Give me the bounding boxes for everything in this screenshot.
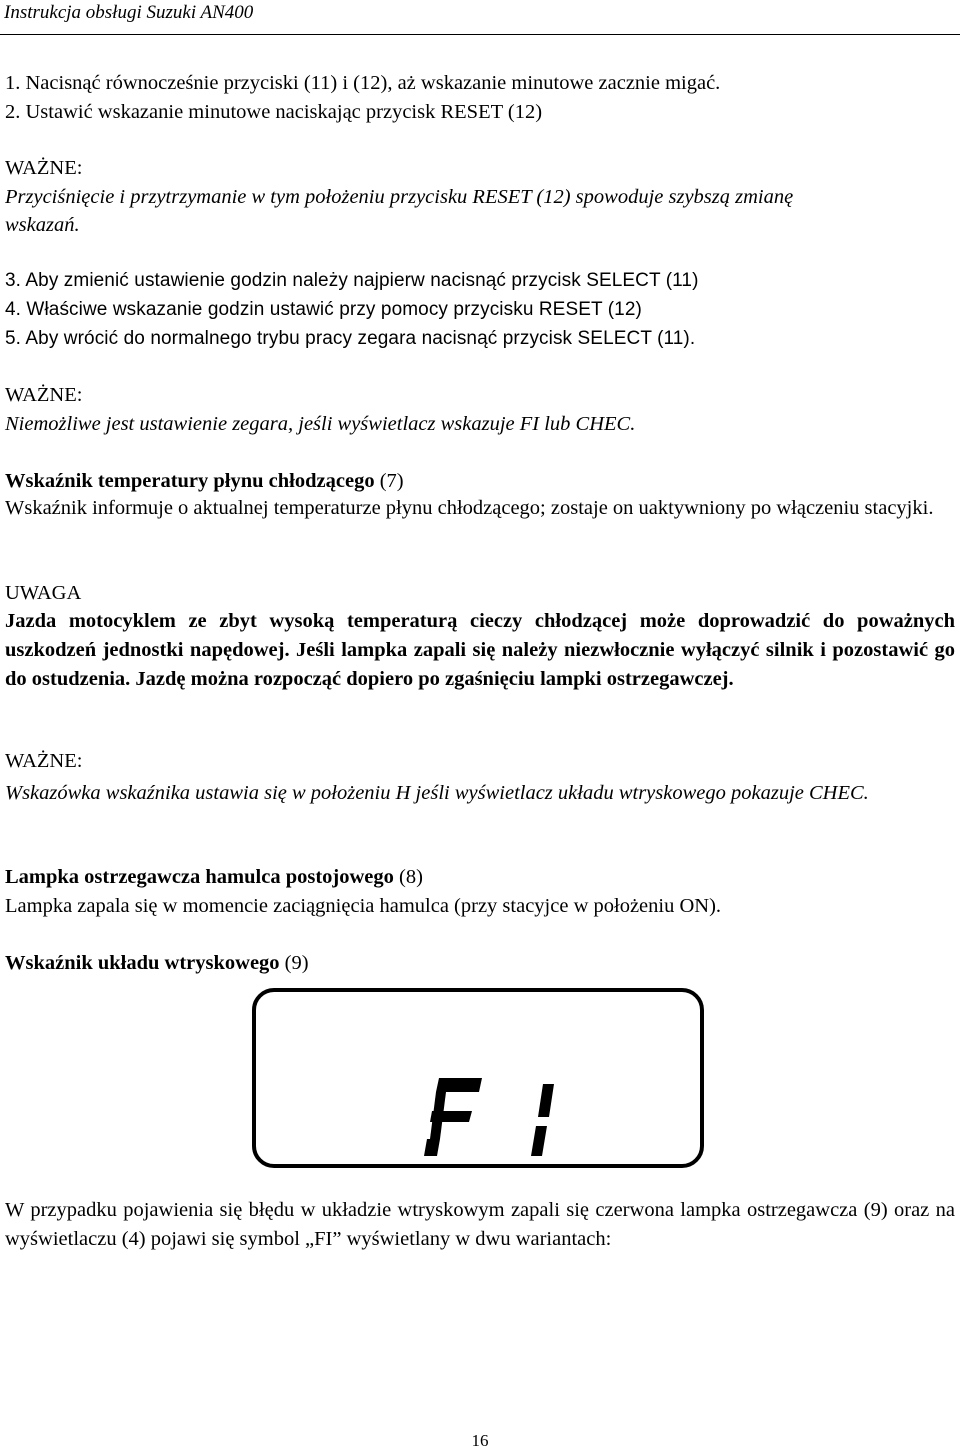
coolant-heading-line bbox=[5, 468, 404, 494]
warning-label: UWAGA bbox=[5, 582, 82, 604]
step-4: 4. Właściwe wskazanie godzin ustawić przy pomocy przycisku RESET (12) bbox=[5, 299, 642, 320]
fi-segment-glyphs bbox=[256, 992, 700, 1164]
step-3: 3. Aby zmienić ustawienie godzin należy najpierw nacisnąć przycisk SELECT (11) bbox=[5, 270, 699, 291]
coolant-heading: Wskaźnik temperatury płynu chłodzącego bbox=[5, 470, 375, 492]
parking-ref: (8) bbox=[393, 866, 423, 888]
parking-text: Lampka zapala się w momencie zaciągnięcia hamulca (przy stacyjce w położeniu ON). bbox=[5, 895, 722, 917]
parking-heading: Lampka ostrzegawcza hamulca postojowego bbox=[5, 866, 394, 888]
note2-text: Niemożliwe jest ustawienie zegara, jeśli wyświetlacz wskazuje FI lub CHEC. bbox=[5, 413, 636, 435]
header-title: Instrukcja obsługi Suzuki AN400 bbox=[4, 2, 254, 23]
note1-text-line2: wskazań. bbox=[5, 214, 80, 236]
step-5: 5. Aby wrócić do normalnego trybu pracy zegara nacisnąć przycisk SELECT (11). bbox=[5, 328, 696, 349]
note3-label: WAŻNE: bbox=[5, 750, 83, 772]
injection-ref: (9) bbox=[279, 952, 309, 974]
coolant-text: Wskaźnik informuje o aktualnej temperaturze płynu chłodzącego; zostaje on uaktywniony po włączeniu stacyjki. bbox=[5, 497, 934, 519]
step-1: 1. Nacisnąć równocześnie przyciski (11) i (12), aż wskazanie minutowe zacznie migać. bbox=[5, 72, 721, 94]
warning-text: Jazda motocyklem ze zbyt wysoką temperaturą cieczy chłodzącej może doprowadzić do poważnych uszkodzeń jednostki napędowej. Jeśli lampka zapali się należy niezwłocznie wyłączyć silnik i pozostawić go do ostudzenia. Jazdę można rozpocząć dopiero po zgaśnięciu lampki ostrzegawczej. bbox=[5, 610, 955, 690]
page-header bbox=[0, 0, 960, 35]
note1-text-line1: Przyciśnięcie i przytrzymanie w tym położeniu przycisku RESET (12) spowoduje szybszą zmianę bbox=[5, 186, 794, 208]
parking-heading-line bbox=[5, 864, 423, 890]
note2-label: WAŻNE: bbox=[5, 384, 83, 406]
fi-glyph-f bbox=[424, 1078, 482, 1156]
step-2: 2. Ustawić wskazanie minutowe naciskając przycisk RESET (12) bbox=[5, 101, 543, 123]
note3-text: Wskazówka wskaźnika ustawia się w położeniu H jeśli wyświetlacz układu wtryskowego pokazuje CHEC. bbox=[5, 782, 869, 804]
page-number: 16 bbox=[471, 1431, 489, 1450]
injection-text: W przypadku pojawienia się błędu w układzie wtryskowym zapali się czerwona lampka ostrzegawcza (9) oraz na wyświetlaczu (4) pojawi się symbol „FI” wyświetlany w dwu wariantach: bbox=[5, 1199, 955, 1250]
fi-glyph-i bbox=[531, 1084, 554, 1156]
injection-heading: Wskaźnik układu wtryskowego bbox=[5, 952, 280, 974]
coolant-ref: (7) bbox=[374, 470, 404, 492]
fi-display-illustration bbox=[252, 988, 704, 1168]
note1-label: WAŻNE: bbox=[5, 157, 83, 179]
injection-heading-line bbox=[5, 950, 309, 976]
